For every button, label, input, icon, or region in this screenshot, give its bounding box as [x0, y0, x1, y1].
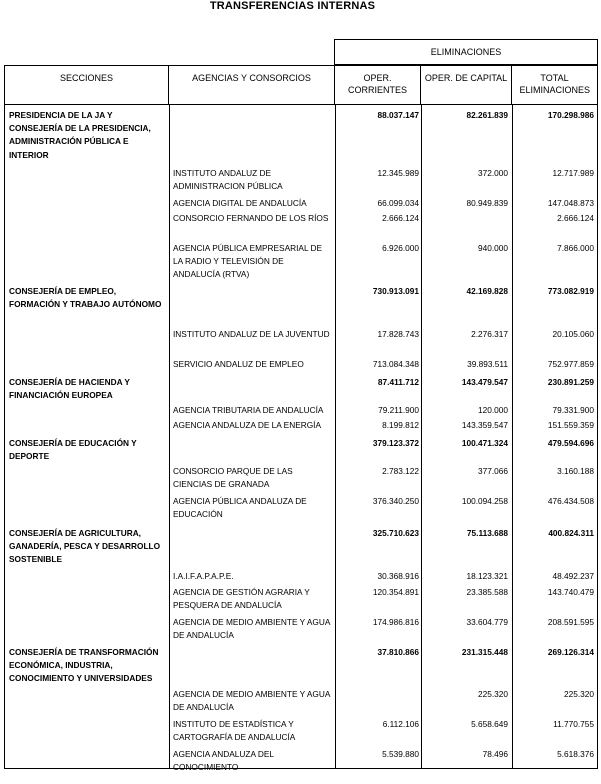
oper-capital-cell: 80.949.839 — [466, 198, 508, 208]
table-rows — [5, 109, 597, 778]
table-row — [5, 404, 597, 419]
agencia-cell: AGENCIA ANDALUZA DE LA ENERGÍA — [173, 420, 322, 430]
oper-corrientes-cell: 8.199.812 — [382, 420, 419, 430]
oper-corrientes-cell: 6.112.106 — [382, 719, 419, 729]
table-row — [5, 376, 597, 404]
seccion-cell: CONSEJERÍA DE EMPLEO, FORMACIÓN Y TRABAJO AUTÓNOMO — [9, 286, 162, 310]
table-row — [5, 616, 597, 646]
oper-capital-cell: 82.261.839 — [466, 110, 508, 120]
total-cell: 269.126.314 — [547, 647, 594, 657]
total-cell: 11.770.755 — [553, 719, 594, 729]
table-row — [5, 419, 597, 437]
total-cell: 12.717.989 — [552, 168, 594, 178]
agencia-cell: AGENCIA TRIBUTARIA DE ANDALUCÍA — [173, 405, 324, 415]
table-row — [5, 586, 597, 616]
total-cell: 170.298.986 — [547, 110, 594, 120]
table-body — [4, 105, 598, 773]
oper-corrientes-cell: 376.340.250 — [372, 496, 419, 506]
total-cell: 151.559.359 — [547, 420, 594, 430]
seccion-cell: CONSEJERÍA DE HACIENDA Y FINANCIACIÓN EUROPEA — [9, 377, 130, 401]
table-row — [5, 495, 597, 527]
agencia-cell: AGENCIA PÚBLICA ANDALUZA DE EDUCACIÓN — [173, 496, 307, 520]
seccion-cell: CONSEJERÍA DE EDUCACIÓN Y DEPORTE — [9, 438, 137, 462]
oper-corrientes-cell: 87.411.712 — [377, 377, 419, 387]
table-row — [5, 570, 597, 586]
agencia-cell: AGENCIA ANDALUZA DEL CONOCIMIENTO — [173, 749, 274, 773]
agencia-cell: SERVICIO ANDALUZ DE EMPLEO — [173, 359, 304, 369]
agencia-cell: INSTITUTO DE ESTADÍSTICA Y CARTOGRAFÍA DE ANDALUCÍA — [173, 719, 296, 743]
page-title: TRANSFERENCIAS INTERNAS — [209, 0, 376, 12]
oper-capital-cell: 940.000 — [478, 243, 508, 253]
oper-corrientes-cell: 6.926.000 — [382, 243, 419, 253]
oper-capital-cell: 100.471.324 — [461, 438, 508, 448]
seccion-cell: CONSEJERÍA DE AGRICULTURA, GANADERÍA, PESCA Y DESARROLLO SOSTENIBLE — [9, 528, 161, 565]
oper-capital-cell: 143.359.547 — [461, 420, 508, 430]
table-row — [5, 748, 597, 778]
table-row — [5, 437, 597, 465]
oper-corrientes-cell: 713.084.348 — [372, 359, 419, 369]
total-cell: 773.082.919 — [547, 286, 594, 296]
agencia-cell: CONSORCIO PARQUE DE LAS CIENCIAS DE GRANADA — [173, 466, 293, 490]
total-cell: 48.492.237 — [552, 571, 594, 581]
table-row — [5, 167, 597, 197]
oper-capital-cell: 39.893.511 — [467, 359, 508, 369]
oper-corrientes-cell: 2.666.124 — [382, 213, 419, 223]
oper-capital-cell: 225.320 — [478, 689, 508, 699]
total-cell: 147.048.873 — [547, 198, 594, 208]
header-oper-capital: OPER. DE CAPITAL — [421, 66, 512, 104]
header-secciones: SECCIONES — [5, 66, 169, 104]
oper-corrientes-cell: 5.539.880 — [382, 749, 419, 759]
agencia-cell: AGENCIA DIGITAL DE ANDALUCÍA — [173, 198, 307, 208]
oper-capital-cell: 18.123.321 — [466, 571, 508, 581]
agencia-cell: AGENCIA DE GESTIÓN AGRARIA Y PESQUERA DE ANDALUCÍA — [173, 587, 310, 611]
oper-capital-cell: 23.385.588 — [466, 587, 508, 597]
agencia-cell: AGENCIA PÚBLICA EMPRESARIAL DE LA RADIO Y TELEVISIÓN DE ANDALUCÍA (RTVA) — [173, 243, 323, 280]
table-row — [5, 197, 597, 212]
oper-corrientes-cell: 17.828.743 — [377, 329, 419, 339]
oper-capital-cell: 2.276.317 — [471, 329, 508, 339]
total-cell: 400.824.311 — [548, 528, 594, 538]
table-row — [5, 242, 597, 285]
eliminaciones-group-header: ELIMINACIONES — [334, 39, 598, 65]
oper-capital-cell: 100.094.258 — [461, 496, 508, 506]
oper-corrientes-cell: 174.986.816 — [372, 617, 419, 627]
oper-corrientes-cell: 66.099.034 — [377, 198, 419, 208]
oper-corrientes-cell: 30.368.916 — [377, 571, 419, 581]
oper-capital-cell: 120.000 — [478, 405, 508, 415]
oper-corrientes-cell: 12.345.989 — [377, 168, 419, 178]
header-total: TOTAL ELIMINACIONES — [519, 73, 591, 95]
oper-capital-cell: 231.315.448 — [461, 647, 508, 657]
oper-capital-cell: 372.000 — [478, 168, 508, 178]
table-row — [5, 358, 597, 376]
seccion-cell: PRESIDENCIA DE LA JA Y CONSEJERÍA DE LA PRESIDENCIA, ADMINISTRACIÓN PÚBLICA E INTERIOR — [9, 110, 151, 160]
oper-corrientes-cell: 379.123.372 — [372, 438, 419, 448]
table-row — [5, 718, 597, 748]
table-header — [4, 65, 598, 105]
total-cell: 3.160.188 — [557, 466, 594, 476]
seccion-cell: CONSEJERÍA DE TRANSFORMACIÓN ECONÓMICA, INDUSTRIA, CONOCIMIENTO Y UNIVERSIDADES — [9, 647, 159, 684]
oper-corrientes-cell: 120.354.891 — [372, 587, 419, 597]
oper-capital-cell: 377.066 — [478, 466, 508, 476]
oper-capital-cell: 33.604.779 — [466, 617, 508, 627]
table-row — [5, 212, 597, 242]
header-agencias: AGENCIAS Y CONSORCIOS — [169, 66, 335, 104]
oper-capital-cell: 143.479.547 — [461, 377, 508, 387]
total-cell: 479.594.696 — [547, 438, 594, 448]
total-cell: 2.666.124 — [557, 213, 594, 223]
agencia-cell: AGENCIA DE MEDIO AMBIENTE Y AGUA DE ANDALUCÍA — [173, 689, 330, 713]
oper-corrientes-cell: 2.783.122 — [382, 466, 419, 476]
total-cell: 476.434.508 — [547, 496, 594, 506]
total-cell: 7.866.000 — [557, 243, 594, 253]
oper-corrientes-cell: 325.710.623 — [372, 528, 419, 538]
table-row — [5, 646, 597, 688]
table-row — [5, 688, 597, 718]
oper-capital-cell: 75.113.688 — [466, 528, 508, 538]
agencia-cell: INSTITUTO ANDALUZ DE ADMINISTRACION PÚBLICA — [173, 168, 283, 192]
total-cell: 208.591.595 — [547, 617, 594, 627]
oper-capital-cell: 78.496 — [482, 749, 508, 759]
agencia-cell: AGENCIA DE MEDIO AMBIENTE Y AGUA DE ANDALUCÍA — [173, 617, 330, 641]
total-cell: 225.320 — [564, 689, 594, 699]
total-cell: 79.331.900 — [552, 405, 594, 415]
oper-capital-cell: 5.658.649 — [471, 719, 508, 729]
agencia-cell: INSTITUTO ANDALUZ DE LA JUVENTUD — [173, 329, 330, 339]
table-row — [5, 527, 597, 570]
total-cell: 752.977.859 — [547, 359, 594, 369]
table-row — [5, 285, 597, 328]
oper-corrientes-cell: 730.913.091 — [372, 286, 419, 296]
total-cell: 143.740.479 — [547, 587, 594, 597]
agencia-cell: I.A.I.F.A.P.A.P.E. — [173, 571, 234, 581]
oper-corrientes-cell: 79.211.900 — [378, 405, 419, 415]
table-row — [5, 109, 597, 167]
oper-capital-cell: 42.169.828 — [466, 286, 508, 296]
total-cell: 230.891.259 — [547, 377, 594, 387]
header-oper-corrientes: OPER. CORRIENTES — [335, 66, 421, 104]
oper-corrientes-cell: 88.037.147 — [377, 110, 419, 120]
oper-corrientes-cell: 37.810.866 — [377, 647, 419, 657]
table-row — [5, 328, 597, 358]
agencia-cell: CONSORCIO FERNANDO DE LOS RÍOS — [173, 213, 329, 223]
total-cell: 5.618.376 — [557, 749, 594, 759]
table-row — [5, 465, 597, 495]
total-cell: 20.105.060 — [552, 329, 594, 339]
